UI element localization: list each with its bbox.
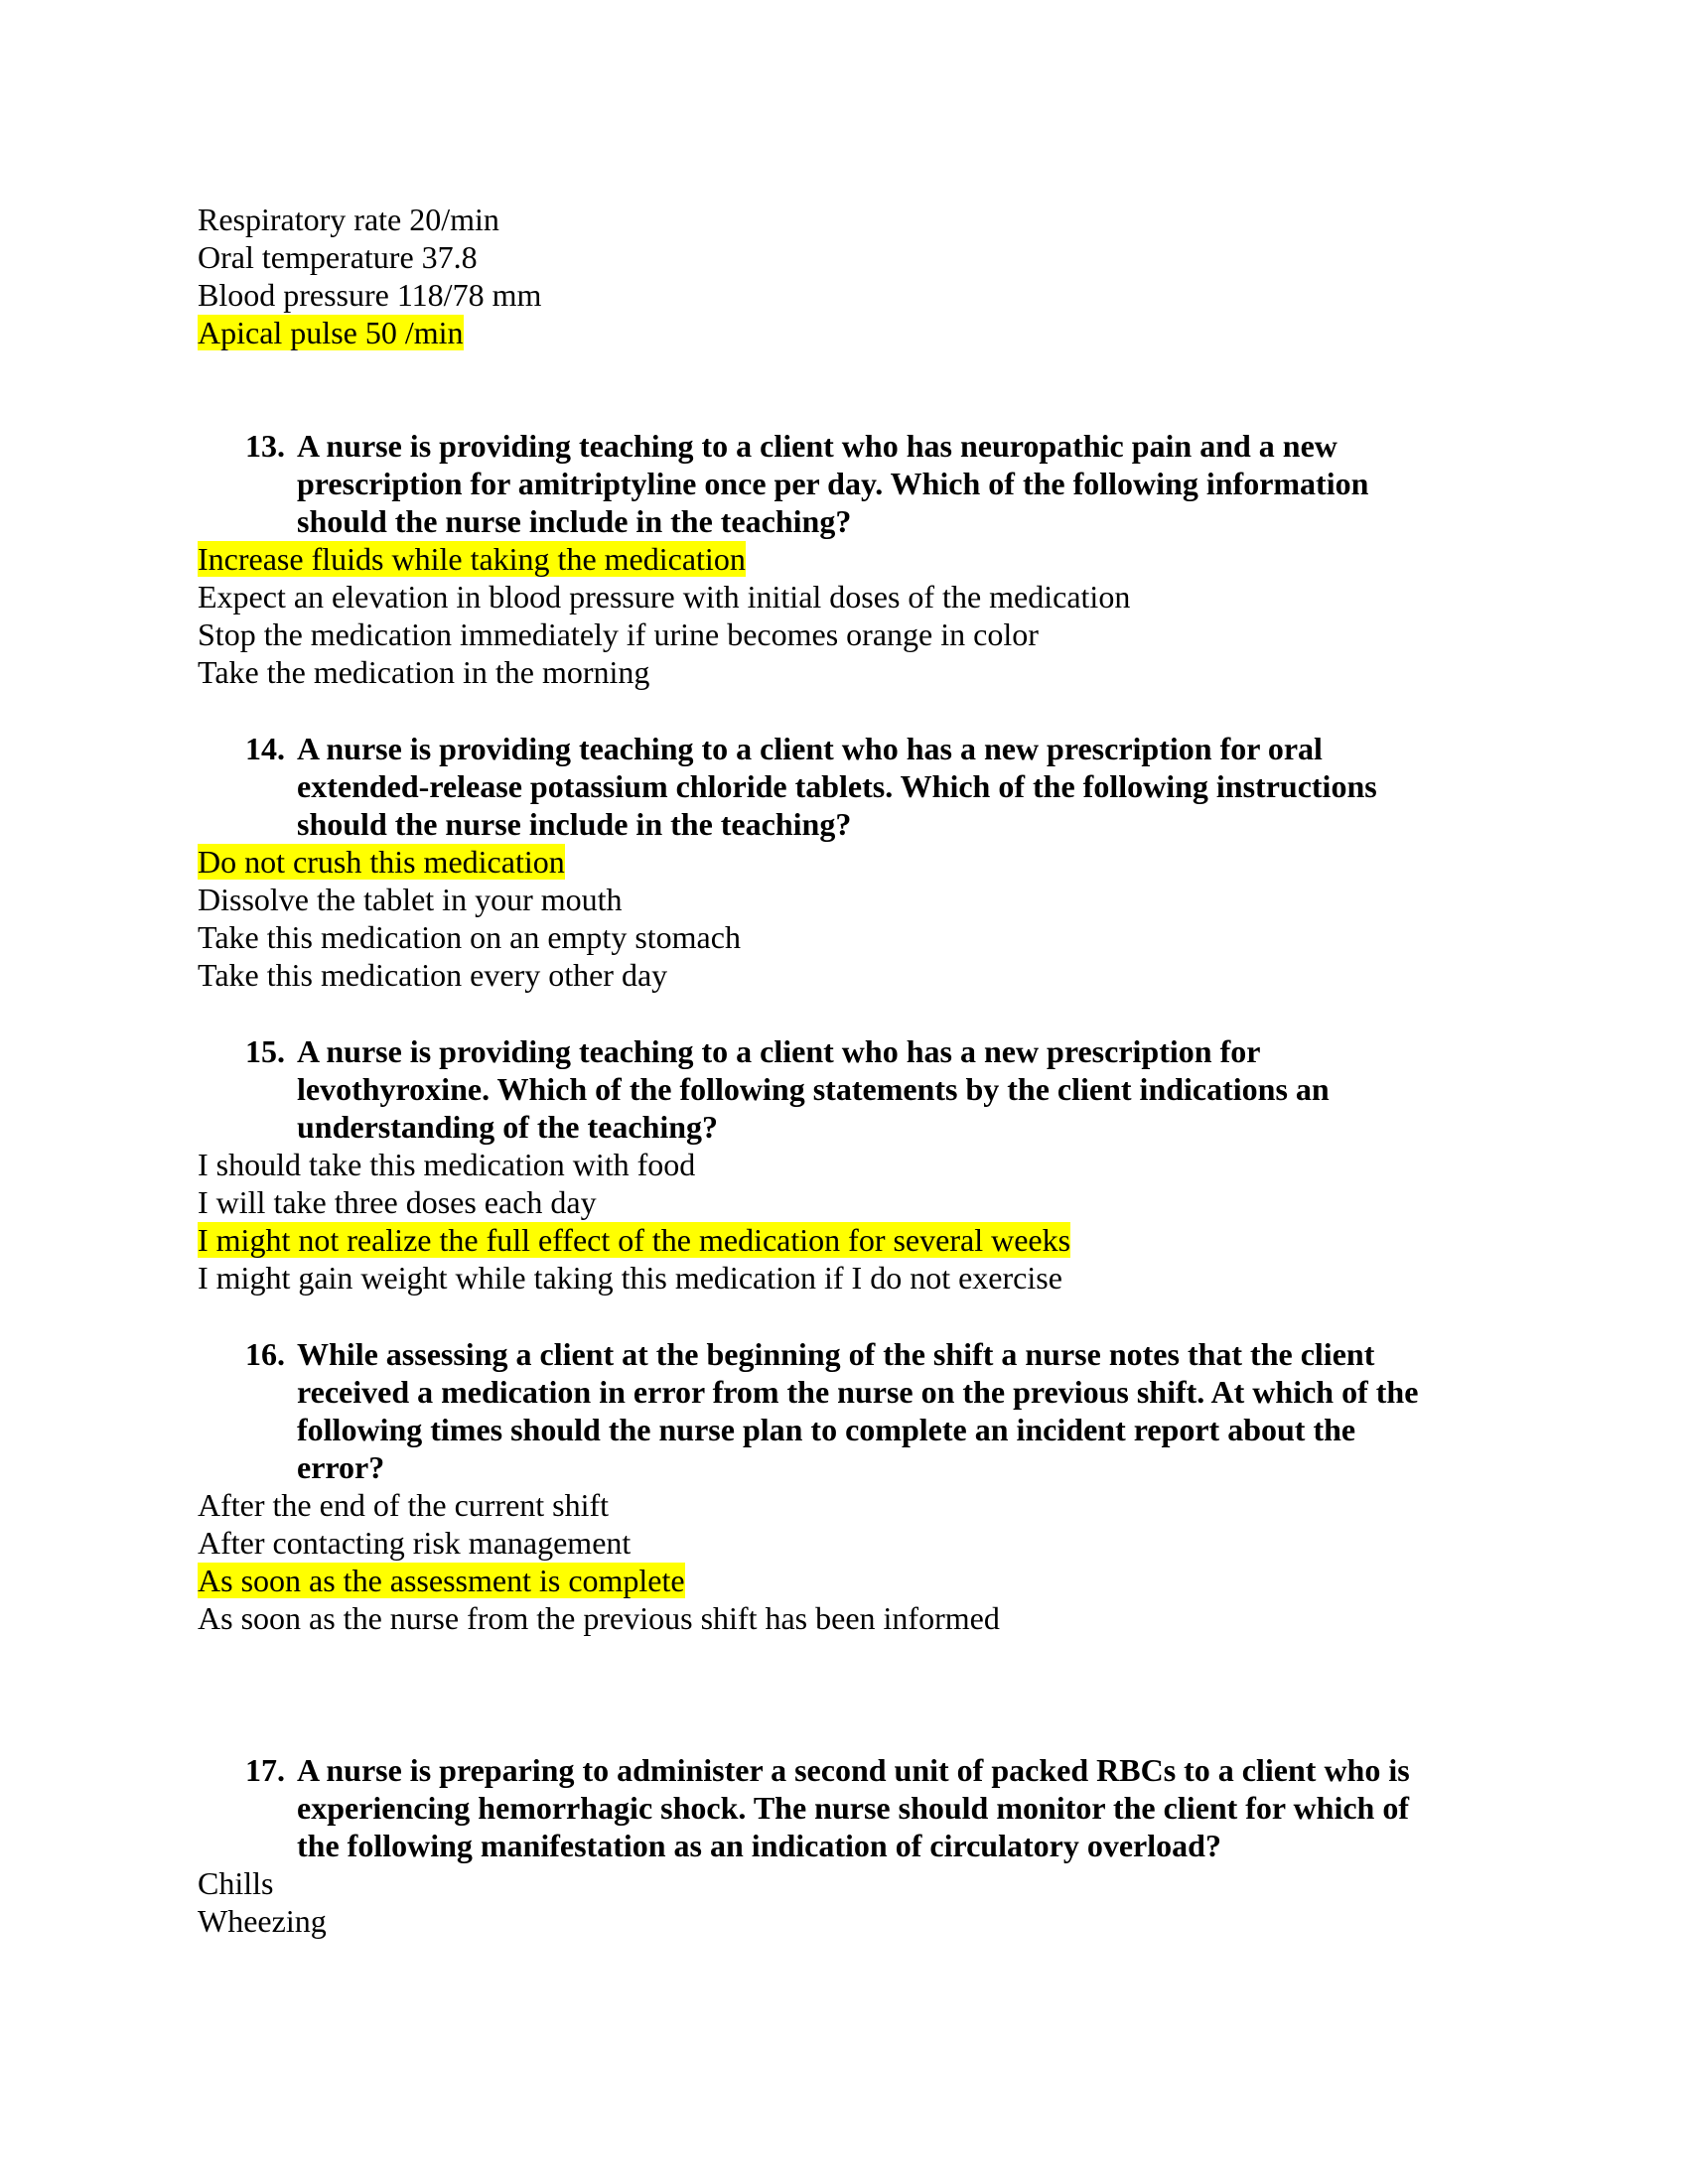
answer-option: Take the medication in the morning (198, 654, 650, 690)
question-text-line: While assessing a client at the beginning of the shift a nurse notes that the client (297, 1336, 1375, 1372)
question-14 (198, 730, 1488, 994)
question-text-line: A nurse is preparing to administer a second unit of packed RBCs to a client who is (297, 1752, 1410, 1788)
highlighted-answer: I might not realize the full effect of the medication for several weeks (198, 1222, 1071, 1258)
question-number: 13. (245, 428, 285, 464)
answer-option: Chills (198, 1865, 274, 1901)
answer-option: Wheezing (198, 1903, 327, 1939)
vital-apical-pulse (198, 314, 1488, 351)
question-text-line: should the nurse include in the teaching? (297, 806, 852, 842)
question-text-line: extended-release potassium chloride tablets. Which of the following instructions (297, 768, 1377, 804)
question-text-line: the following manifestation as an indication of circulatory overload? (297, 1828, 1221, 1863)
answer-option: I might gain weight while taking this medication if I do not exercise (198, 1260, 1062, 1296)
highlighted-answer: Apical pulse 50 /min (198, 315, 464, 350)
answer-option: I will take three doses each day (198, 1184, 597, 1220)
vital-blood-pressure: Blood pressure 118/78 mm (198, 277, 542, 313)
question-text-line: A nurse is providing teaching to a client who has neuropathic pain and a new (297, 428, 1337, 464)
answer-option: I should take this medication with food (198, 1147, 696, 1182)
question-stem (198, 1032, 1488, 1146)
answer-option: Take this medication on an empty stomach (198, 919, 741, 955)
answer-option: As soon as the nurse from the previous shift has been informed (198, 1600, 1000, 1636)
question-stem (198, 1751, 1488, 1864)
spacer (198, 1637, 1488, 1751)
question-text-line: levothyroxine. Which of the following statements by the client indications an (297, 1071, 1330, 1107)
question-text-line: A nurse is providing teaching to a client who has a new prescription for (297, 1033, 1261, 1069)
document-page (198, 201, 1488, 1940)
answer-option: After contacting risk management (198, 1525, 632, 1561)
answer-option: Take this medication every other day (198, 957, 668, 993)
question-stem (198, 427, 1488, 540)
answer-option (198, 540, 1488, 578)
question-13 (198, 427, 1488, 691)
question-text-line: error? (297, 1449, 385, 1485)
question-text-line: following times should the nurse plan to complete an incident report about the (297, 1412, 1356, 1447)
spacer (198, 351, 1488, 427)
question-number: 16. (245, 1336, 285, 1372)
vital-respiratory-rate: Respiratory rate 20/min (198, 202, 499, 237)
question-text-line: understanding of the teaching? (297, 1109, 719, 1145)
question-text-line: experiencing hemorrhagic shock. The nurse should monitor the client for which of (297, 1790, 1409, 1826)
spacer (198, 994, 1488, 1032)
answer-option: Expect an elevation in blood pressure with initial doses of the medication (198, 579, 1131, 614)
question-15 (198, 1032, 1488, 1297)
spacer (198, 1297, 1488, 1335)
answer-option (198, 843, 1488, 881)
question-stem (198, 1335, 1488, 1486)
vital-oral-temperature: Oral temperature 37.8 (198, 239, 478, 275)
question-17 (198, 1751, 1488, 1940)
answer-option: After the end of the current shift (198, 1487, 610, 1523)
question-number: 17. (245, 1752, 285, 1788)
highlighted-answer: As soon as the assessment is complete (198, 1563, 685, 1598)
answer-option (198, 1562, 1488, 1599)
highlighted-answer: Do not crush this medication (198, 844, 565, 880)
answer-option (198, 1221, 1488, 1259)
highlighted-answer: Increase fluids while taking the medication (198, 541, 746, 577)
question-number: 15. (245, 1033, 285, 1069)
question-stem (198, 730, 1488, 843)
question-text-line: prescription for amitriptyline once per day. Which of the following information (297, 466, 1369, 501)
answer-option: Stop the medication immediately if urine becomes orange in color (198, 616, 1039, 652)
question-text-line: A nurse is providing teaching to a client who has a new prescription for oral (297, 731, 1323, 766)
question-16 (198, 1335, 1488, 1637)
question-number: 14. (245, 731, 285, 766)
question-text-line: should the nurse include in the teaching? (297, 503, 852, 539)
vitals-list (198, 201, 1488, 351)
question-text-line: received a medication in error from the nurse on the previous shift. At which of the (297, 1374, 1419, 1410)
answer-option: Dissolve the tablet in your mouth (198, 882, 623, 917)
spacer (198, 691, 1488, 730)
